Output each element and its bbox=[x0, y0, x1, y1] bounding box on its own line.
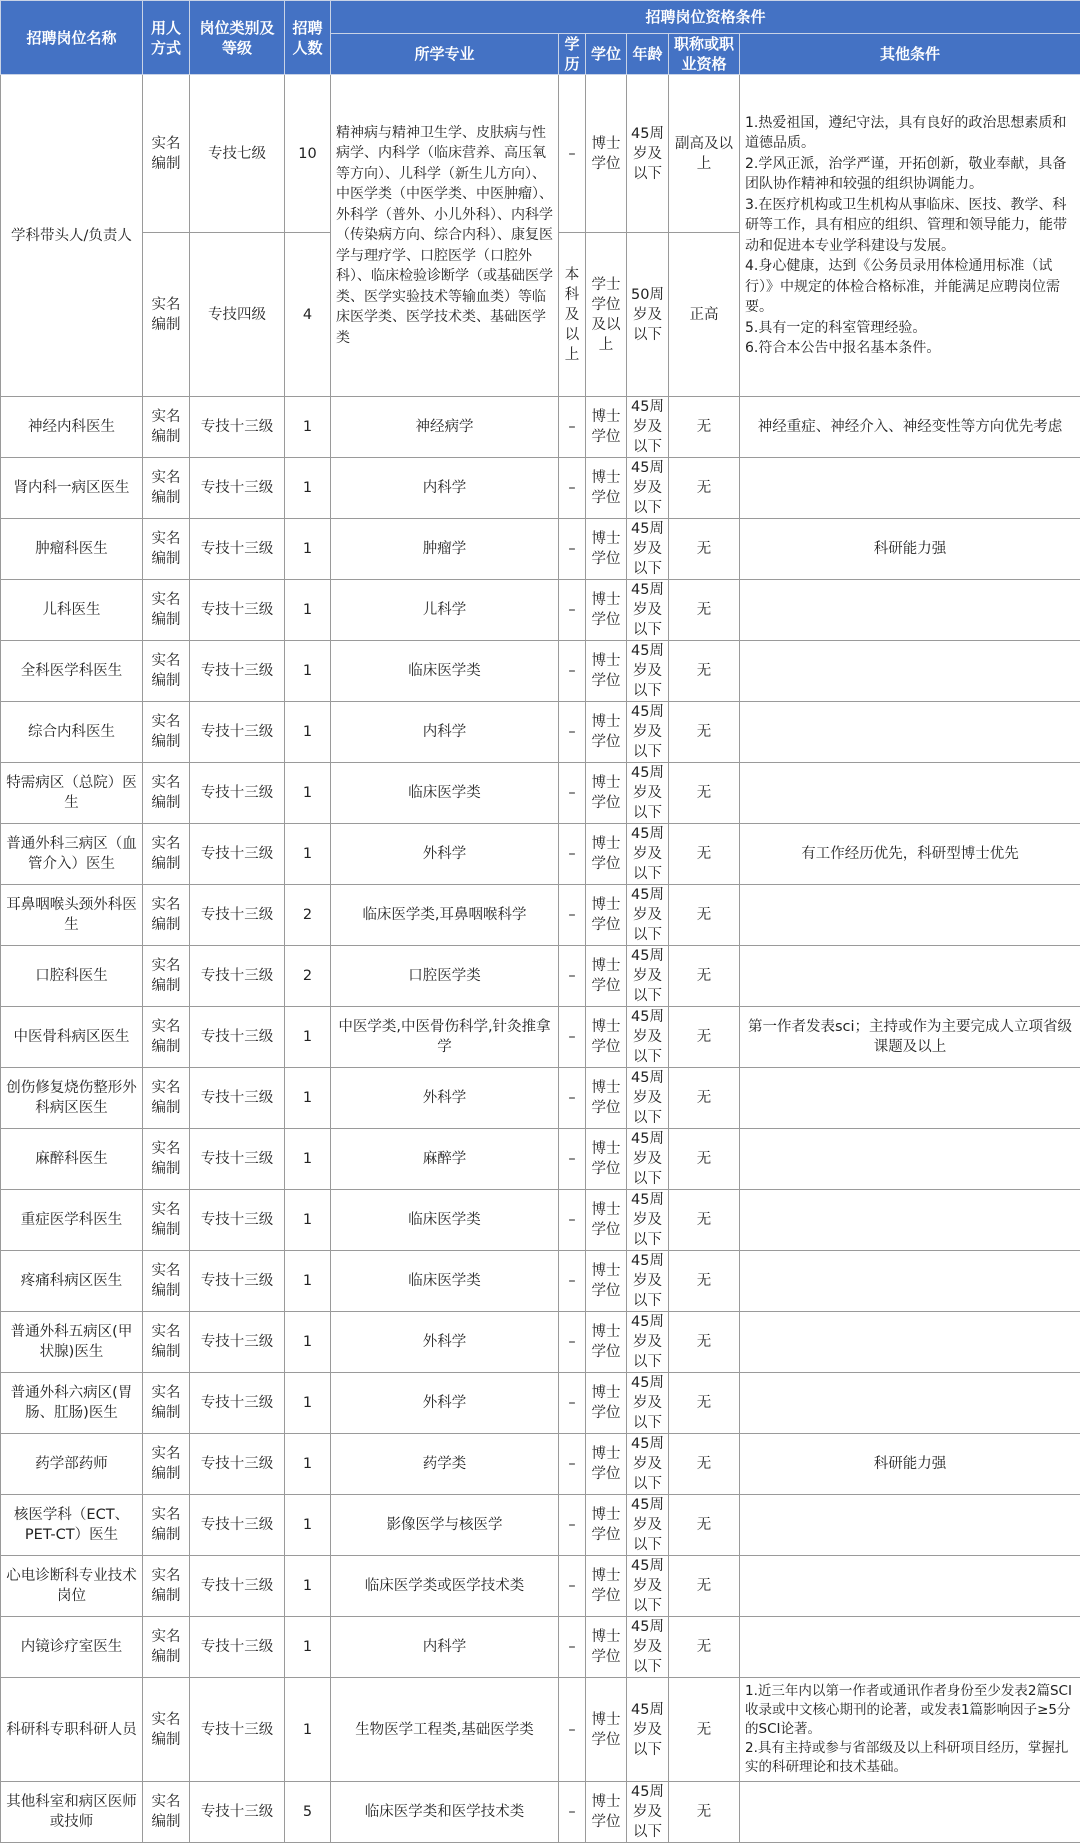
position-name: 肾内科一病区医生 bbox=[1, 458, 143, 519]
position-grade: 专技十三级 bbox=[190, 824, 285, 885]
major-requirement: 生物医学工程类,基础医学类 bbox=[331, 1678, 559, 1782]
other-conditions bbox=[740, 763, 1080, 824]
employment-method: 实名编制 bbox=[143, 458, 190, 519]
education-requirement: – bbox=[559, 763, 586, 824]
table-row bbox=[1, 1373, 1080, 1434]
major-requirement: 口腔医学类 bbox=[331, 946, 559, 1007]
employment-method: 实名编制 bbox=[143, 1190, 190, 1251]
title-requirement: 无 bbox=[669, 702, 740, 763]
education-requirement: – bbox=[559, 1556, 586, 1617]
title-requirement: 无 bbox=[669, 1617, 740, 1678]
position-name: 科研科专职科研人员 bbox=[1, 1678, 143, 1782]
title-requirement: 无 bbox=[669, 519, 740, 580]
title-requirement: 无 bbox=[669, 397, 740, 458]
headcount: 1 bbox=[285, 1312, 331, 1373]
headcount: 1 bbox=[285, 397, 331, 458]
position-grade: 专技十三级 bbox=[190, 1129, 285, 1190]
position-grade: 专技十三级 bbox=[190, 946, 285, 1007]
major-requirement: 临床医学类 bbox=[331, 1190, 559, 1251]
employment-method: 实名编制 bbox=[143, 1434, 190, 1495]
other-conditions bbox=[740, 458, 1080, 519]
position-name: 普通外科五病区(甲状腺)医生 bbox=[1, 1312, 143, 1373]
title-requirement: 无 bbox=[669, 885, 740, 946]
age-requirement: 45周岁及以下 bbox=[627, 1782, 669, 1843]
employment-method: 实名编制 bbox=[143, 1495, 190, 1556]
degree-requirement: 博士学位 bbox=[586, 1495, 627, 1556]
major-requirement: 外科学 bbox=[331, 1068, 559, 1129]
education-requirement: – bbox=[559, 1129, 586, 1190]
title-requirement: 无 bbox=[669, 824, 740, 885]
title-requirement: 无 bbox=[669, 641, 740, 702]
employment-method: 实名编制 bbox=[143, 641, 190, 702]
position-grade: 专技十三级 bbox=[190, 1678, 285, 1782]
headcount: 1 bbox=[285, 519, 331, 580]
degree-requirement: 博士学位 bbox=[586, 1373, 627, 1434]
employment-method: 实名编制 bbox=[143, 397, 190, 458]
degree-requirement: 博士学位 bbox=[586, 1556, 627, 1617]
other-conditions: 有工作经历优先，科研型博士优先 bbox=[740, 824, 1080, 885]
position-grade: 专技十三级 bbox=[190, 885, 285, 946]
education-requirement: – bbox=[559, 458, 586, 519]
position-grade: 专技十三级 bbox=[190, 1782, 285, 1843]
degree-requirement: 博士学位 bbox=[586, 1251, 627, 1312]
other-conditions bbox=[740, 1495, 1080, 1556]
headcount: 1 bbox=[285, 458, 331, 519]
degree-requirement: 博士学位 bbox=[586, 580, 627, 641]
education-requirement: – bbox=[559, 1434, 586, 1495]
headcount: 2 bbox=[285, 946, 331, 1007]
age-requirement: 45周岁及以下 bbox=[627, 1617, 669, 1678]
header-other: 其他条件 bbox=[740, 34, 1080, 75]
other-conditions bbox=[740, 1068, 1080, 1129]
degree-requirement: 学士学位及以上 bbox=[586, 233, 627, 397]
table-row bbox=[1, 885, 1080, 946]
age-requirement: 45周岁及以下 bbox=[627, 580, 669, 641]
table-row bbox=[1, 458, 1080, 519]
age-requirement: 45周岁及以下 bbox=[627, 1190, 669, 1251]
degree-requirement: 博士学位 bbox=[586, 1068, 627, 1129]
other-conditions bbox=[740, 1251, 1080, 1312]
other-conditions bbox=[740, 1129, 1080, 1190]
major-requirement: 内科学 bbox=[331, 458, 559, 519]
degree-requirement: 博士学位 bbox=[586, 1617, 627, 1678]
degree-requirement: 博士学位 bbox=[586, 885, 627, 946]
headcount: 1 bbox=[285, 1556, 331, 1617]
education-requirement: – bbox=[559, 641, 586, 702]
employment-method: 实名编制 bbox=[143, 233, 190, 397]
education-requirement: – bbox=[559, 824, 586, 885]
major-requirement: 精神病与精神卫生学、皮肤病与性病学、内科学（临床营养、高压氧等方向）、儿科学（新生儿方向）、中医学类（中医学类、中医肿瘤）、外科学（普外、小儿外科）、内科学（传染病方向、综合内科）、康复医学与理疗学、口腔医学（口腔外科）、临床检验诊断学（或基础医学类、医学实验技术等输血类）等临床医学类、医学技术类、基础医学类 bbox=[331, 75, 559, 397]
major-requirement: 影像医学与核医学 bbox=[331, 1495, 559, 1556]
degree-requirement: 博士学位 bbox=[586, 641, 627, 702]
position-name: 儿科医生 bbox=[1, 580, 143, 641]
age-requirement: 45周岁及以下 bbox=[627, 641, 669, 702]
table-row bbox=[1, 763, 1080, 824]
education-requirement: – bbox=[559, 1782, 586, 1843]
employment-method: 实名编制 bbox=[143, 1782, 190, 1843]
employment-method: 实名编制 bbox=[143, 885, 190, 946]
education-requirement: – bbox=[559, 519, 586, 580]
major-requirement: 外科学 bbox=[331, 1312, 559, 1373]
position-name: 内镜诊疗室医生 bbox=[1, 1617, 143, 1678]
table-row bbox=[1, 519, 1080, 580]
major-requirement: 中医学类,中医骨伤科学,针灸推拿学 bbox=[331, 1007, 559, 1068]
position-grade: 专技十三级 bbox=[190, 1373, 285, 1434]
title-requirement: 副高及以上 bbox=[669, 75, 740, 233]
title-requirement: 无 bbox=[669, 1190, 740, 1251]
headcount: 1 bbox=[285, 1617, 331, 1678]
header-major: 所学专业 bbox=[331, 34, 559, 75]
headcount: 1 bbox=[285, 1373, 331, 1434]
headcount: 5 bbox=[285, 1782, 331, 1843]
title-requirement: 无 bbox=[669, 580, 740, 641]
position-grade: 专技十三级 bbox=[190, 1312, 285, 1373]
other-conditions bbox=[740, 641, 1080, 702]
position-grade: 专技十三级 bbox=[190, 1434, 285, 1495]
age-requirement: 45周岁及以下 bbox=[627, 885, 669, 946]
employment-method: 实名编制 bbox=[143, 1312, 190, 1373]
age-requirement: 50周岁及以下 bbox=[627, 233, 669, 397]
education-requirement: – bbox=[559, 1190, 586, 1251]
title-requirement: 无 bbox=[669, 1556, 740, 1617]
position-name: 麻醉科医生 bbox=[1, 1129, 143, 1190]
age-requirement: 45周岁及以下 bbox=[627, 1678, 669, 1782]
other-conditions bbox=[740, 1617, 1080, 1678]
position-grade: 专技十三级 bbox=[190, 1251, 285, 1312]
employment-method: 实名编制 bbox=[143, 946, 190, 1007]
headcount: 1 bbox=[285, 1129, 331, 1190]
table-header bbox=[1, 1, 1080, 75]
table-row bbox=[1, 397, 1080, 458]
header-title: 职称或职业资格 bbox=[669, 34, 740, 75]
position-grade: 专技十三级 bbox=[190, 1007, 285, 1068]
degree-requirement: 博士学位 bbox=[586, 519, 627, 580]
position-name: 重症医学科医生 bbox=[1, 1190, 143, 1251]
headcount: 2 bbox=[285, 885, 331, 946]
position-name: 神经内科医生 bbox=[1, 397, 143, 458]
header-count: 招聘人数 bbox=[285, 1, 331, 75]
title-requirement: 无 bbox=[669, 1129, 740, 1190]
position-name: 全科医学科医生 bbox=[1, 641, 143, 702]
employment-method: 实名编制 bbox=[143, 824, 190, 885]
employment-method: 实名编制 bbox=[143, 519, 190, 580]
degree-requirement: 博士学位 bbox=[586, 1129, 627, 1190]
position-grade: 专技十三级 bbox=[190, 519, 285, 580]
employment-method: 实名编制 bbox=[143, 1129, 190, 1190]
headcount: 1 bbox=[285, 1678, 331, 1782]
education-requirement: – bbox=[559, 1495, 586, 1556]
position-grade: 专技十三级 bbox=[190, 580, 285, 641]
education-requirement: – bbox=[559, 1373, 586, 1434]
education-requirement: – bbox=[559, 1007, 586, 1068]
degree-requirement: 博士学位 bbox=[586, 75, 627, 233]
title-requirement: 无 bbox=[669, 1678, 740, 1782]
major-requirement: 临床医学类 bbox=[331, 641, 559, 702]
employment-method: 实名编制 bbox=[143, 1556, 190, 1617]
table-row bbox=[1, 580, 1080, 641]
header-qualification-group: 招聘岗位资格条件 bbox=[331, 1, 1080, 34]
major-requirement: 临床医学类 bbox=[331, 1251, 559, 1312]
age-requirement: 45周岁及以下 bbox=[627, 946, 669, 1007]
major-requirement: 临床医学类,耳鼻咽喉科学 bbox=[331, 885, 559, 946]
table-row bbox=[1, 1068, 1080, 1129]
title-requirement: 无 bbox=[669, 1068, 740, 1129]
other-conditions bbox=[740, 1556, 1080, 1617]
education-requirement: – bbox=[559, 75, 586, 233]
major-requirement: 内科学 bbox=[331, 702, 559, 763]
employment-method: 实名编制 bbox=[143, 1251, 190, 1312]
header-age: 年龄 bbox=[627, 34, 669, 75]
position-grade: 专技十三级 bbox=[190, 1190, 285, 1251]
position-name: 普通外科三病区（血管介入）医生 bbox=[1, 824, 143, 885]
title-requirement: 无 bbox=[669, 1782, 740, 1843]
position-grade: 专技十三级 bbox=[190, 458, 285, 519]
headcount: 1 bbox=[285, 1434, 331, 1495]
position-name: 口腔科医生 bbox=[1, 946, 143, 1007]
header-name: 招聘岗位名称 bbox=[1, 1, 143, 75]
title-requirement: 无 bbox=[669, 458, 740, 519]
header-degree: 学位 bbox=[586, 34, 627, 75]
employment-method: 实名编制 bbox=[143, 1007, 190, 1068]
degree-requirement: 博士学位 bbox=[586, 1678, 627, 1782]
degree-requirement: 博士学位 bbox=[586, 1434, 627, 1495]
headcount: 1 bbox=[285, 1495, 331, 1556]
title-requirement: 无 bbox=[669, 1007, 740, 1068]
headcount: 1 bbox=[285, 641, 331, 702]
table-row bbox=[1, 702, 1080, 763]
other-conditions: 第一作者发表sci；主持或作为主要完成人立项省级课题及以上 bbox=[740, 1007, 1080, 1068]
other-conditions bbox=[740, 1190, 1080, 1251]
employment-method: 实名编制 bbox=[143, 580, 190, 641]
age-requirement: 45周岁及以下 bbox=[627, 763, 669, 824]
table-row bbox=[1, 824, 1080, 885]
title-requirement: 无 bbox=[669, 1373, 740, 1434]
major-requirement: 药学类 bbox=[331, 1434, 559, 1495]
headcount: 4 bbox=[285, 233, 331, 397]
education-requirement: – bbox=[559, 1312, 586, 1373]
headcount: 1 bbox=[285, 763, 331, 824]
education-requirement: – bbox=[559, 1068, 586, 1129]
table-row bbox=[1, 1617, 1080, 1678]
table-row bbox=[1, 75, 1080, 233]
table-row bbox=[1, 641, 1080, 702]
position-grade: 专技四级 bbox=[190, 233, 285, 397]
table-row bbox=[1, 1312, 1080, 1373]
employment-method: 实名编制 bbox=[143, 763, 190, 824]
major-requirement: 儿科学 bbox=[331, 580, 559, 641]
header-grade: 岗位类别及等级 bbox=[190, 1, 285, 75]
age-requirement: 45周岁及以下 bbox=[627, 1251, 669, 1312]
table-row bbox=[1, 1129, 1080, 1190]
table-row bbox=[1, 1434, 1080, 1495]
degree-requirement: 博士学位 bbox=[586, 1007, 627, 1068]
employment-method: 实名编制 bbox=[143, 1617, 190, 1678]
position-grade: 专技十三级 bbox=[190, 1556, 285, 1617]
table-row bbox=[1, 1251, 1080, 1312]
degree-requirement: 博士学位 bbox=[586, 1782, 627, 1843]
age-requirement: 45周岁及以下 bbox=[627, 1068, 669, 1129]
employment-method: 实名编制 bbox=[143, 1068, 190, 1129]
position-grade: 专技十三级 bbox=[190, 1495, 285, 1556]
position-grade: 专技十三级 bbox=[190, 1068, 285, 1129]
employment-method: 实名编制 bbox=[143, 702, 190, 763]
age-requirement: 45周岁及以下 bbox=[627, 1434, 669, 1495]
headcount: 1 bbox=[285, 1007, 331, 1068]
employment-method: 实名编制 bbox=[143, 75, 190, 233]
title-requirement: 无 bbox=[669, 1251, 740, 1312]
other-conditions bbox=[740, 1312, 1080, 1373]
header-education: 学历 bbox=[559, 34, 586, 75]
education-requirement: – bbox=[559, 1617, 586, 1678]
table-row bbox=[1, 1678, 1080, 1782]
other-conditions bbox=[740, 946, 1080, 1007]
position-grade: 专技十三级 bbox=[190, 641, 285, 702]
other-conditions bbox=[740, 1373, 1080, 1434]
age-requirement: 45周岁及以下 bbox=[627, 1007, 669, 1068]
position-name: 创伤修复烧伤整形外科病区医生 bbox=[1, 1068, 143, 1129]
age-requirement: 45周岁及以下 bbox=[627, 1312, 669, 1373]
position-grade: 专技十三级 bbox=[190, 1617, 285, 1678]
degree-requirement: 博士学位 bbox=[586, 763, 627, 824]
position-name: 药学部药师 bbox=[1, 1434, 143, 1495]
headcount: 1 bbox=[285, 1190, 331, 1251]
other-conditions bbox=[740, 702, 1080, 763]
other-conditions bbox=[740, 885, 1080, 946]
other-conditions: 科研能力强 bbox=[740, 519, 1080, 580]
header-method: 用人方式 bbox=[143, 1, 190, 75]
headcount: 10 bbox=[285, 75, 331, 233]
education-requirement: – bbox=[559, 702, 586, 763]
education-requirement: – bbox=[559, 580, 586, 641]
table-body bbox=[1, 75, 1080, 1843]
title-requirement: 无 bbox=[669, 1312, 740, 1373]
headcount: 1 bbox=[285, 580, 331, 641]
employment-method: 实名编制 bbox=[143, 1373, 190, 1434]
major-requirement: 内科学 bbox=[331, 1617, 559, 1678]
degree-requirement: 博士学位 bbox=[586, 397, 627, 458]
degree-requirement: 博士学位 bbox=[586, 946, 627, 1007]
other-conditions: 神经重症、神经介入、神经变性等方向优先考虑 bbox=[740, 397, 1080, 458]
position-name: 综合内科医生 bbox=[1, 702, 143, 763]
degree-requirement: 博士学位 bbox=[586, 702, 627, 763]
position-name: 核医学科（ECT、PET-CT）医生 bbox=[1, 1495, 143, 1556]
position-grade: 专技十三级 bbox=[190, 763, 285, 824]
position-name: 其他科室和病区医师或技师 bbox=[1, 1782, 143, 1843]
age-requirement: 45周岁及以下 bbox=[627, 1373, 669, 1434]
other-conditions: 1.热爱祖国，遵纪守法，具有良好的政治思想素质和道德品质。 2.学风正派，治学严谨，开拓创新，敬业奉献，具备团队协作精神和较强的组织协调能力。 3.在医疗机构或卫生机构从事临床、医技、教学、科研等工作，具有相应的组织、管理和领导能力，能带动和促进本专业学科建设与发展。 4.身心健康，达到《公务员录用体检通用标准（试行）》中规定的体检合格标准，并能满足应聘岗位需要。 5.具有一定的科室管理经验。 6.符合本公告中报名基本条件。 bbox=[740, 75, 1080, 397]
age-requirement: 45周岁及以下 bbox=[627, 397, 669, 458]
other-conditions: 科研能力强 bbox=[740, 1434, 1080, 1495]
education-requirement: – bbox=[559, 1251, 586, 1312]
headcount: 1 bbox=[285, 824, 331, 885]
age-requirement: 45周岁及以下 bbox=[627, 1556, 669, 1617]
major-requirement: 临床医学类 bbox=[331, 763, 559, 824]
table-row bbox=[1, 1007, 1080, 1068]
position-name: 特需病区（总院）医生 bbox=[1, 763, 143, 824]
position-name: 疼痛科病区医生 bbox=[1, 1251, 143, 1312]
employment-method: 实名编制 bbox=[143, 1678, 190, 1782]
age-requirement: 45周岁及以下 bbox=[627, 75, 669, 233]
position-name: 学科带头人/负责人 bbox=[1, 75, 143, 397]
major-requirement: 麻醉学 bbox=[331, 1129, 559, 1190]
headcount: 1 bbox=[285, 1068, 331, 1129]
major-requirement: 外科学 bbox=[331, 1373, 559, 1434]
degree-requirement: 博士学位 bbox=[586, 458, 627, 519]
education-requirement: 本科及以上 bbox=[559, 233, 586, 397]
age-requirement: 45周岁及以下 bbox=[627, 702, 669, 763]
education-requirement: – bbox=[559, 1678, 586, 1782]
headcount: 1 bbox=[285, 1251, 331, 1312]
position-grade: 专技七级 bbox=[190, 75, 285, 233]
degree-requirement: 博士学位 bbox=[586, 1312, 627, 1373]
position-name: 心电诊断科专业技术岗位 bbox=[1, 1556, 143, 1617]
major-requirement: 肿瘤学 bbox=[331, 519, 559, 580]
age-requirement: 45周岁及以下 bbox=[627, 1495, 669, 1556]
education-requirement: – bbox=[559, 946, 586, 1007]
education-requirement: – bbox=[559, 397, 586, 458]
table-row bbox=[1, 1782, 1080, 1843]
table-row bbox=[1, 946, 1080, 1007]
title-requirement: 正高 bbox=[669, 233, 740, 397]
position-name: 普通外科六病区(胃肠、肛肠)医生 bbox=[1, 1373, 143, 1434]
position-name: 肿瘤科医生 bbox=[1, 519, 143, 580]
title-requirement: 无 bbox=[669, 1495, 740, 1556]
education-requirement: – bbox=[559, 885, 586, 946]
position-name: 中医骨科病区医生 bbox=[1, 1007, 143, 1068]
table-row bbox=[1, 1556, 1080, 1617]
age-requirement: 45周岁及以下 bbox=[627, 824, 669, 885]
degree-requirement: 博士学位 bbox=[586, 824, 627, 885]
major-requirement: 神经病学 bbox=[331, 397, 559, 458]
title-requirement: 无 bbox=[669, 763, 740, 824]
age-requirement: 45周岁及以下 bbox=[627, 458, 669, 519]
major-requirement: 临床医学类和医学技术类 bbox=[331, 1782, 559, 1843]
other-conditions: 1.近三年内以第一作者或通讯作者身份至少发表2篇SCI收录或中文核心期刊的论著，或发表1篇影响因子≥5分的SCI论著。 2.具有主持或参与省部级及以上科研项目经历，掌握扎实的科研理论和技术基础。 bbox=[740, 1678, 1080, 1782]
other-conditions bbox=[740, 580, 1080, 641]
age-requirement: 45周岁及以下 bbox=[627, 1129, 669, 1190]
other-conditions bbox=[740, 1782, 1080, 1843]
position-name: 耳鼻咽喉头颈外科医生 bbox=[1, 885, 143, 946]
position-grade: 专技十三级 bbox=[190, 702, 285, 763]
title-requirement: 无 bbox=[669, 946, 740, 1007]
table-row bbox=[1, 1190, 1080, 1251]
major-requirement: 临床医学类或医学技术类 bbox=[331, 1556, 559, 1617]
table-row bbox=[1, 1495, 1080, 1556]
headcount: 1 bbox=[285, 702, 331, 763]
position-grade: 专技十三级 bbox=[190, 397, 285, 458]
major-requirement: 外科学 bbox=[331, 824, 559, 885]
age-requirement: 45周岁及以下 bbox=[627, 519, 669, 580]
degree-requirement: 博士学位 bbox=[586, 1190, 627, 1251]
title-requirement: 无 bbox=[669, 1434, 740, 1495]
